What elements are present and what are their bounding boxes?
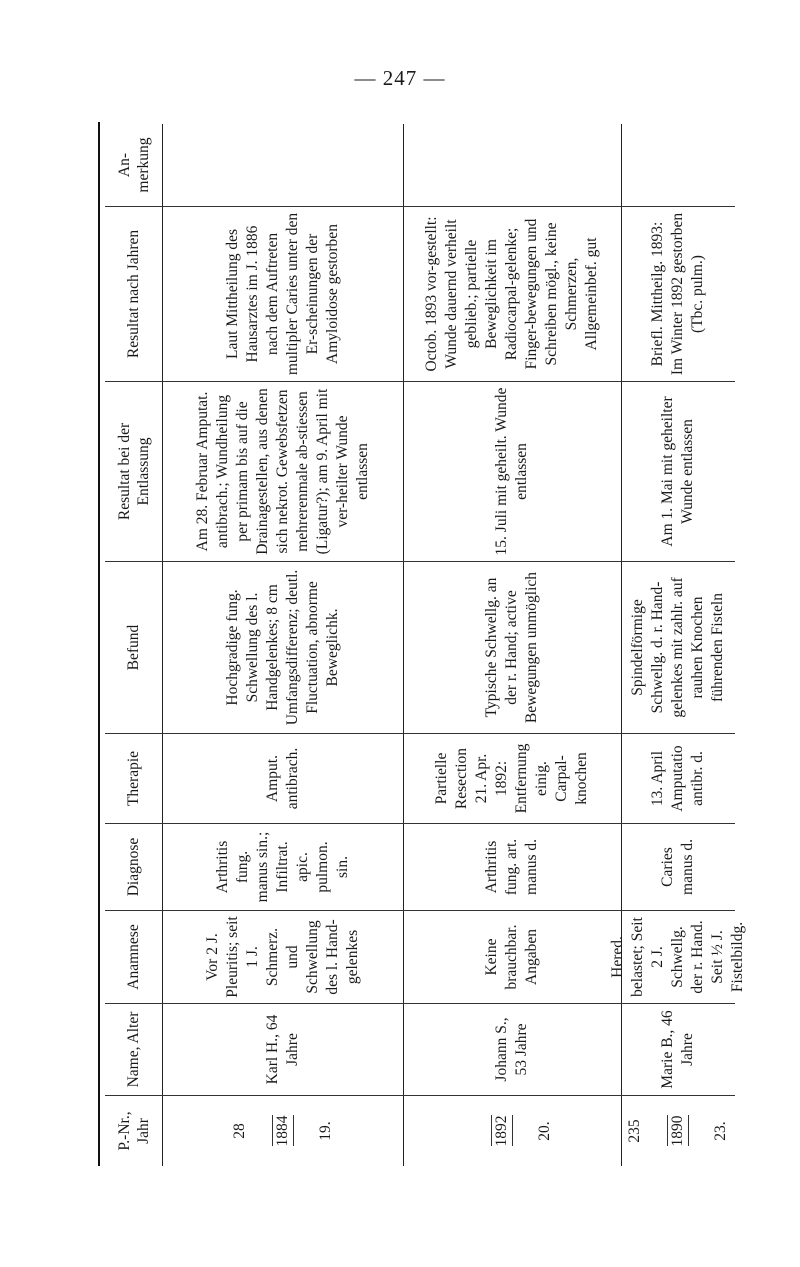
cell-entlassung: Am 1. Mai mit geheilter Wunde entlassen	[621, 382, 735, 562]
cell-anamnese: Vor 2 J. Pleuritis; seit 1 J. Schmerz. und Schwellung des l. Hand-gelenkes	[162, 911, 403, 1004]
cell-entlassung: Am 28. Februar Amputat. antibrach.; Wundheilung per primam bis auf die Drainagestellen, aus denen sich nekrot. Gewebsfetzen mehrerenmale ab-stiessen (Ligatur?); am 9. April mit ver-heilter Wunde entlassen	[162, 382, 403, 562]
cell-anmerkung	[162, 124, 403, 207]
table-row	[609, 124, 746, 1166]
cell-therapie: Partielle Resection 21. Apr. 1892: Entfernung einig. Carpal-knochen	[403, 734, 621, 824]
table-outer-rule	[98, 122, 100, 1166]
cell-diagnose: Arthritis fung. manus sin.; Infiltrat. apic. pulmon. sin.	[162, 824, 403, 911]
header-diagnose: Diagnose	[105, 824, 162, 911]
cell-name: Johann S., 53 Jahre	[403, 1004, 621, 1096]
running-number: 23.	[712, 1121, 729, 1141]
table-header	[105, 124, 163, 1166]
header-anamnese: Anamnese	[105, 911, 162, 1004]
cell-anmerkung	[621, 124, 735, 207]
cell-nach-jahren: Octob. 1893 vor-gestellt: Wunde dauernd verheilt geblieb.; partielle Beweglichkeit im Radiocarpal-gelenke; Finger-bewegungen und Schreiben mögl., keine Schmerzen, Allgemeinbef. gut	[403, 207, 621, 382]
cell-befund: Typische Schwellg. an der r. Hand; active Bewegungen unmöglich	[403, 562, 621, 734]
cell-befund: Spindelförmige Schwellg. d. r. Hand-gelenkes mit zahlr. auf rauhen Knochen führenden Fisteln	[621, 562, 735, 734]
year: 1892	[491, 1116, 513, 1147]
cell-therapie: Amput. antibrach.	[162, 734, 403, 824]
patient-nr: 28	[230, 1123, 248, 1139]
year: 1884	[272, 1116, 294, 1147]
cell-diagnose: Arthritis fung. art. manus d.	[403, 824, 621, 911]
cell-nr-jahr	[403, 1096, 621, 1166]
header-entlassung: Resultat bei der Entlassung	[105, 382, 162, 562]
year: 1890	[667, 1116, 689, 1147]
cell-nr-jahr	[621, 1096, 735, 1166]
cell-therapie: 13. April Amputatio antibr. d.	[621, 734, 735, 824]
cell-anamnese: Keine brauchbar. Angaben	[403, 911, 621, 1004]
header-name-alter: Name, Alter	[105, 1004, 162, 1096]
header-nach-jahren: Resultat nach Jahren	[105, 207, 162, 382]
header-nr-jahr: P.-Nr., Jahr	[115, 1111, 152, 1151]
table-row	[162, 124, 404, 1166]
cell-nach-jahren: Briefl. Mittheilg. 1893: Im Winter 1892 gestorben (Tbc. pulm.)	[621, 207, 735, 382]
table-row	[403, 124, 622, 1166]
cell-name: Karl H., 64 Jahre	[162, 1004, 403, 1096]
running-number: 20.	[536, 1121, 553, 1141]
cell-anmerkung	[403, 124, 621, 207]
rotated-table	[105, 124, 765, 1166]
header-befund: Befund	[105, 562, 162, 734]
cell-name: Marie B., 46 Jahre	[621, 1004, 735, 1096]
cell-nr-jahr	[162, 1096, 403, 1166]
patient-nr: 235	[626, 1119, 643, 1143]
running-number: 19.	[316, 1121, 334, 1141]
page-number: — 247 —	[354, 66, 446, 90]
cell-diagnose: Caries manus d.	[621, 824, 735, 911]
header-anmerkung: An-merkung	[105, 124, 162, 207]
cell-nach-jahren: Laut Mittheilung des Hausarztes im J. 1886 nach dem Auftreten multipler Caries unter den Er-scheinungen der Amyloidose gestorben	[162, 207, 403, 382]
cell-befund: Hochgradige fung. Schwellung des l. Handgelenkes; 8 cm Umfangsdifferenz; deutl. Fluctuation, abnorme Beweglichk.	[162, 562, 403, 734]
header-therapie: Therapie	[105, 734, 162, 824]
cell-anamnese: Hered. belastet; Seit 2 J. Schwellg. der r. Hand. Seit ½ J. Fistelbildg.	[621, 911, 735, 1004]
cell-entlassung: 15. Juli mit geheilt. Wunde entlassen	[403, 382, 621, 562]
